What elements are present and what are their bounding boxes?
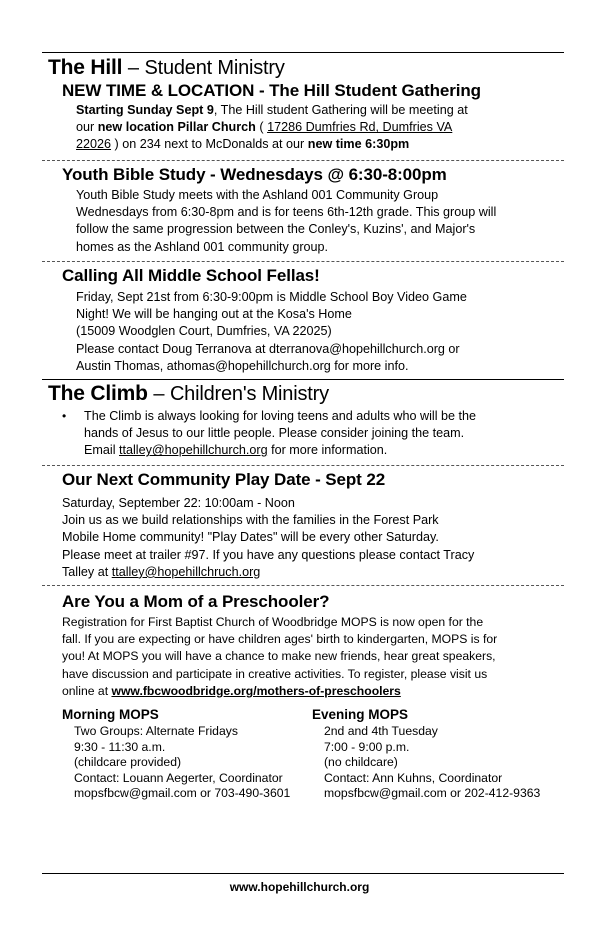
- morning-mops-line: mopsfbcw@gmail.com or 703-490-3601: [74, 786, 291, 801]
- evening-mops-line: mopsfbcw@gmail.com or 202-412-9363: [324, 786, 541, 801]
- gathering-body: Starting Sunday Sept 9, The Hill student Gathering will be meeting at our new location Pillar Church ( 17286 Dumfries Rd, Dumfries VA 22026 ) on 234 next to McDonalds at our new time 6:30pm: [76, 103, 468, 152]
- evening-mops-column: [312, 706, 562, 802]
- playdate-heading: Our Next Community Play Date - Sept 22: [62, 470, 386, 489]
- evening-mops-line: Contact: Ann Kuhns, Coordinator: [324, 770, 503, 785]
- bullet-icon: •: [62, 409, 67, 423]
- footer-rule: [42, 873, 564, 874]
- climb-section-title: The Climb – Children's Ministry: [48, 382, 329, 405]
- evening-mops-line: 2nd and 4th Tuesday: [324, 724, 438, 738]
- hill-section-title: The Hill – Student Ministry: [48, 56, 285, 79]
- playdate-body: Saturday, September 22: 10:00am - Noon Join us as we build relationships with the families in the Forest Park Mobile Home community! "Play Dates" will be every other Saturday. Please meet at trailer #97. If you have any questions please contact Tracy Talley at ttalley@hopehillchruch.org: [62, 496, 475, 579]
- middle-school-heading: Calling All Middle School Fellas!: [62, 266, 320, 285]
- youth-body: Youth Bible Study meets with the Ashland 001 Community Group Wednesdays from 6:30-8pm and is for teens 6th-12th grade. This group will follow the same progression between the Conley's, Kuzins', and Major's homes as the Ashland 001 community group.: [76, 188, 497, 254]
- divider: [42, 160, 564, 161]
- mops-heading: Are You a Mom of a Preschooler?: [62, 592, 330, 611]
- top-rule: [42, 52, 564, 53]
- morning-mops-title: Morning MOPS: [62, 707, 159, 722]
- divider: [42, 465, 564, 466]
- section-rule: [42, 379, 564, 380]
- divider: [42, 261, 564, 262]
- morning-mops-column: [62, 706, 302, 802]
- climb-body: The Climb is always looking for loving teens and adults who will be the hands of Jesus to our little people. Please consider joining the team. Email ttalley@hopehillchurch.org for more information.: [84, 409, 477, 458]
- gathering-address-zip[interactable]: 22026: [76, 137, 112, 152]
- evening-mops-title: Evening MOPS: [312, 707, 409, 722]
- morning-mops-line: 9:30 - 11:30 a.m.: [74, 739, 166, 754]
- morning-mops-line: Two Groups: Alternate Fridays: [74, 724, 238, 738]
- evening-mops-line: (no childcare): [324, 755, 398, 770]
- mops-body: Registration for First Baptist Church of Woodbridge MOPS is now open for the fall. If you are expecting or have children ages' birth to kindergarten, MOPS is for you! At MOPS you will have a chance to make new friends, hear great speakers, have discussion and participate in creative activities. To register, please visit us online at www.fbcwoodbridge.org/mothers-of-preschoolers: [62, 615, 498, 698]
- gathering-address-link[interactable]: 17286 Dumfries Rd, Dumfries VA: [267, 120, 453, 135]
- morning-mops-line: Contact: Louann Aegerter, Coordinator: [74, 770, 283, 785]
- gathering-heading: NEW TIME & LOCATION - The Hill Student Gathering: [62, 81, 481, 100]
- climb-email-link[interactable]: ttalley@hopehillchurch.org: [119, 443, 268, 458]
- footer-website[interactable]: www.hopehillchurch.org: [229, 880, 370, 894]
- evening-mops-line: 7:00 - 9:00 p.m.: [324, 739, 410, 754]
- morning-mops-line: (childcare provided): [74, 755, 182, 770]
- middle-school-body: Friday, Sept 21st from 6:30-9:00pm is Middle School Boy Video Game Night! We will be hanging out at the Kosa's Home (15009 Woodglen Court, Dumfries, VA 22025) Please contact Doug Terranova at dterranova@hopehillchurch.org or Austin Thomas, athomas@hopehillchurch.org for more info.: [76, 290, 467, 373]
- playdate-email-link[interactable]: ttalley@hopehillchruch.org: [111, 564, 261, 579]
- divider: [42, 585, 564, 586]
- mops-website-link[interactable]: www.fbcwoodbridge.org/mothers-of-preschoolers: [111, 683, 401, 698]
- youth-heading: Youth Bible Study - Wednesdays @ 6:30-8:00pm: [62, 165, 447, 184]
